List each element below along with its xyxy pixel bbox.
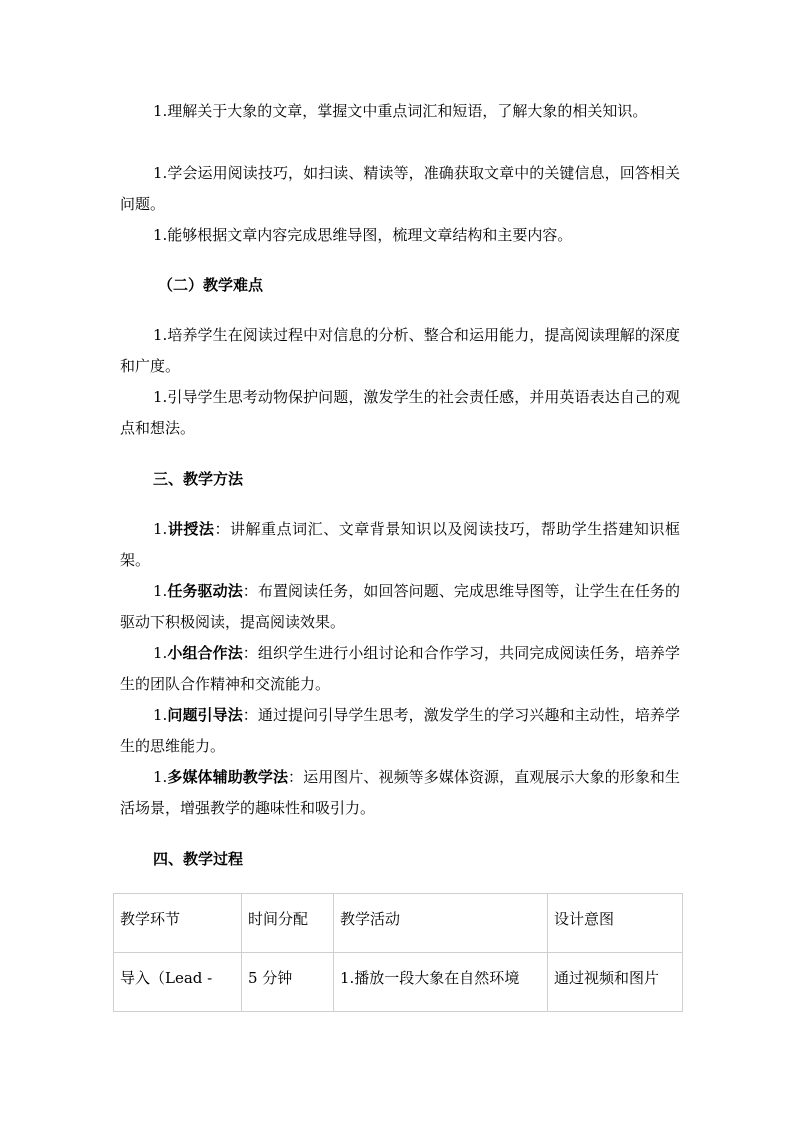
method-number: 1.	[153, 582, 168, 600]
table-header-row	[114, 894, 683, 953]
method-description: ：讲解重点词汇、文章背景知识以及阅读技巧，帮助学生搭建知识框架。	[120, 520, 680, 569]
section-heading-process: 四、教学过程	[153, 850, 244, 868]
method-name: 问题引导法	[167, 706, 243, 724]
table-cell: 1.播放一段大象在自然环境	[334, 953, 548, 1012]
method-2	[120, 576, 680, 638]
method-number: 1.	[153, 644, 168, 662]
table-header-cell: 教学环节	[114, 894, 242, 953]
method-number: 1.	[153, 706, 168, 724]
method-4	[120, 700, 680, 762]
table-header-cell: 时间分配	[242, 894, 334, 953]
table-cell: 通过视频和图片	[548, 953, 683, 1012]
method-3	[120, 638, 680, 700]
method-description: ：布置阅读任务，如回答问题、完成思维导图等，让学生在任务的驱动下积极阅读，提高阅读效果。	[120, 582, 680, 631]
teaching-process-table	[113, 893, 683, 1012]
table-cell: 5 分钟	[242, 953, 334, 1012]
table-cell: 导入（Lead -	[114, 953, 242, 1012]
method-number: 1.	[153, 520, 168, 538]
method-name: 多媒体辅助教学法	[167, 768, 289, 786]
method-1	[120, 514, 680, 576]
objective-1: 1.理解关于大象的文章，掌握文中重点词汇和短语，了解大象的相关知识。	[153, 102, 648, 120]
objective-2: 1.学会运用阅读技巧，如扫读、精读等，准确获取文章中的关键信息，回答相关问题。	[120, 164, 680, 213]
method-description: ：运用图片、视频等多媒体资源，直观展示大象的形象和生活场景，增强教学的趣味性和吸引力。	[120, 768, 680, 817]
difficulty-1: 1.培养学生在阅读过程中对信息的分析、整合和运用能力，提高阅读理解的深度和广度。	[120, 326, 680, 375]
table-row	[114, 953, 683, 1012]
method-number: 1.	[153, 768, 168, 786]
method-description: ：组织学生进行小组讨论和合作学习，共同完成阅读任务，培养学生的团队合作精神和交流能力。	[120, 644, 680, 693]
section-heading-methods: 三、教学方法	[153, 470, 244, 488]
table-header-cell: 设计意图	[548, 894, 683, 953]
method-name: 讲授法	[167, 520, 215, 538]
method-name: 任务驱动法	[167, 582, 243, 600]
method-description: ：通过提问引导学生思考，激发学生的学习兴趣和主动性，培养学生的思维能力。	[120, 706, 680, 755]
method-name: 小组合作法	[167, 644, 243, 662]
table-header-cell: 教学活动	[334, 894, 548, 953]
section-heading-difficulties: （二）教学难点	[158, 276, 264, 294]
difficulty-2: 1.引导学生思考动物保护问题，激发学生的社会责任感，并用英语表达自己的观点和想法。	[120, 388, 680, 437]
method-5	[120, 762, 680, 824]
objective-3: 1.能够根据文章内容完成思维导图，梳理文章结构和主要内容。	[153, 226, 573, 244]
